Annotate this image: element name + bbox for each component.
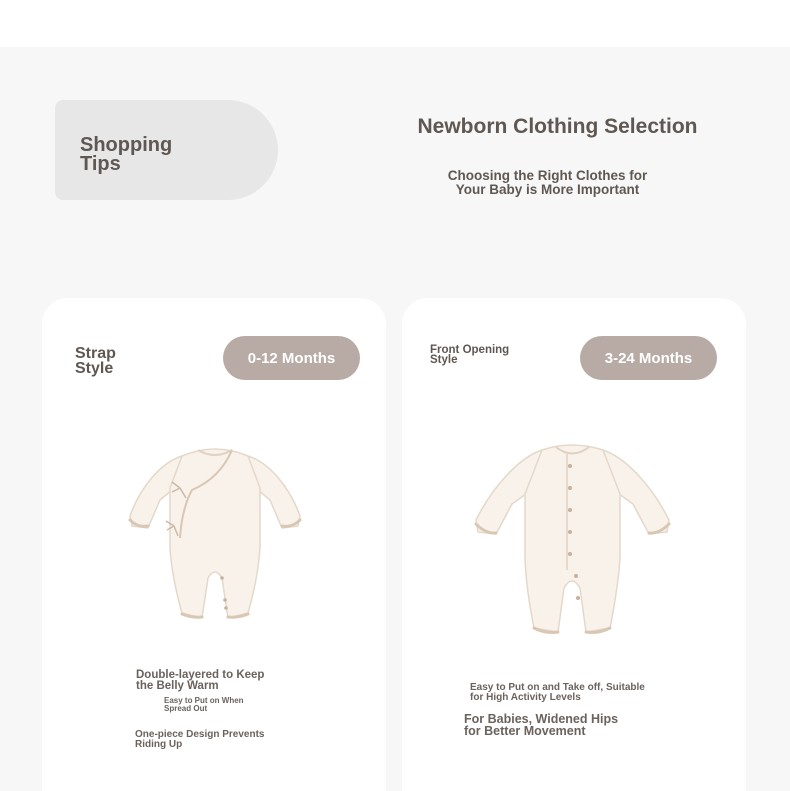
- feature-text: Easy to Put on and Take off, Suitable for High Activity Levels: [470, 682, 645, 703]
- product-card-strap-style: [42, 298, 386, 791]
- age-range-badge: 3-24 Months: [580, 336, 717, 380]
- page-title: Newborn Clothing Selection: [417, 115, 698, 138]
- feature-text: One-piece Design Prevents Riding Up: [135, 729, 265, 750]
- feature-text: Easy to Put on When Spread Out: [164, 696, 244, 713]
- wrap-tie-romper-icon: [120, 428, 310, 638]
- feature-text: Double-layered to Keep the Belly Warm: [136, 669, 265, 692]
- style-name: Front Opening Style: [430, 344, 510, 366]
- feature-text: For Babies, Widened Hips for Better Movement: [464, 712, 619, 738]
- age-range-badge: 0-12 Months: [223, 336, 360, 380]
- style-name: Strap Style: [75, 345, 116, 377]
- product-card-front-opening-style: [402, 298, 746, 791]
- page-subtitle: Choosing the Right Clothes for Your Baby is More Important: [447, 168, 648, 197]
- shopping-tips-label: Shopping Tips: [80, 134, 173, 175]
- front-button-romper-icon: [470, 438, 675, 638]
